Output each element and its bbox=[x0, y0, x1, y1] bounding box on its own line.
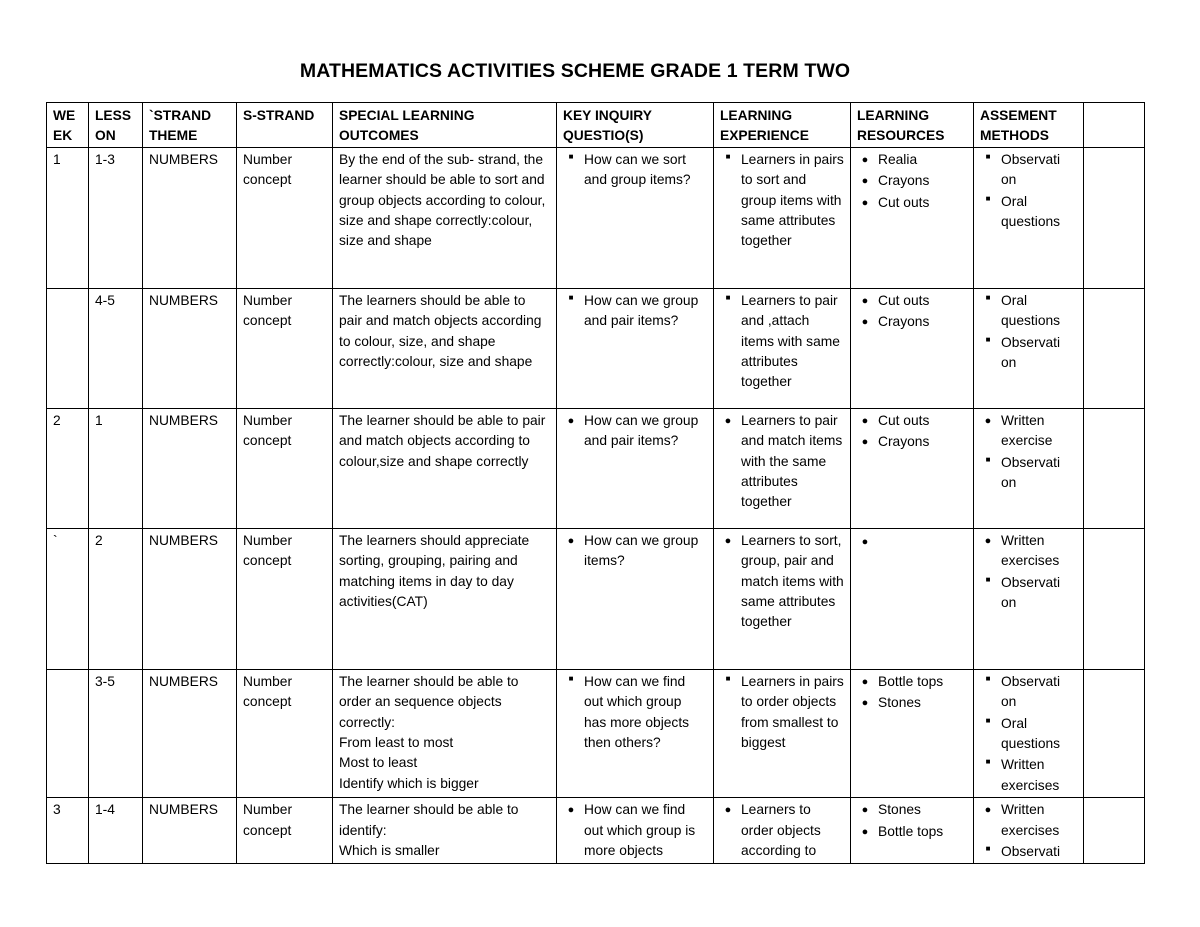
cell-week bbox=[47, 669, 89, 797]
bullet-icon: ● bbox=[567, 804, 575, 817]
cell-outcomes bbox=[333, 528, 557, 669]
bullet-icon: ● bbox=[861, 294, 869, 307]
sub-strand-value: Number concept bbox=[243, 802, 293, 838]
bullet-icon: ● bbox=[984, 534, 992, 547]
outcome-line: By the end of the sub- strand, the learner should be able to sort and group objects according to colour, size and shape correctly:colour, size and shape bbox=[339, 151, 546, 249]
resource-item: ● Crayons bbox=[857, 312, 967, 332]
header-extra bbox=[1084, 103, 1145, 148]
lesson-value: 1 bbox=[95, 412, 103, 428]
cell-extra bbox=[1084, 528, 1145, 669]
outcome-line: The learners should appreciate sorting, grouping, pairing and matching items in day to day activities(CAT) bbox=[339, 532, 530, 610]
bullet-icon: ● bbox=[567, 414, 575, 427]
assessment-item: ■ Oral questions bbox=[980, 291, 1077, 332]
bullet-icon: ● bbox=[861, 436, 869, 449]
table-row bbox=[47, 798, 1145, 864]
sub-strand-value: Number concept bbox=[243, 292, 293, 329]
resource-item: ● Stones bbox=[857, 800, 967, 820]
sub-strand-value: Number concept bbox=[243, 673, 293, 710]
cell-experience bbox=[714, 288, 851, 408]
resource-item: ● Cut outs bbox=[857, 193, 967, 213]
assessment-item: ■ Observati on bbox=[980, 672, 1077, 713]
assessment-item: ■ Oral questions bbox=[980, 714, 1077, 755]
cell-inquiry bbox=[557, 408, 714, 528]
header-week: WE EK bbox=[47, 103, 89, 148]
bullet-icon: ■ bbox=[985, 574, 991, 584]
cell-extra bbox=[1084, 147, 1145, 288]
resource-item-list bbox=[857, 150, 967, 213]
cell-lesson bbox=[89, 669, 143, 797]
inquiry-item: ■ How can we sort and group items? bbox=[563, 150, 707, 191]
outcome-line: Identify which is bigger bbox=[339, 775, 479, 791]
inquiry-item: ■ How can we group and pair items? bbox=[563, 291, 707, 332]
bullet-icon: ■ bbox=[568, 292, 574, 302]
cell-lesson bbox=[89, 147, 143, 288]
bullet-icon: ● bbox=[724, 804, 732, 817]
assessment-item: ● Written exercises bbox=[980, 531, 1077, 572]
bullet-icon: ● bbox=[861, 675, 869, 688]
cell-inquiry bbox=[557, 147, 714, 288]
cell-sub-strand bbox=[237, 669, 333, 797]
assessment-item: ■ Observati on bbox=[980, 453, 1077, 494]
bullet-icon: ● bbox=[724, 414, 732, 427]
outcome-line: The learner should be able to pair and match objects according to colour,size and shape correctly bbox=[339, 412, 546, 469]
cell-strand bbox=[143, 147, 237, 288]
inquiry-item-list bbox=[563, 291, 707, 332]
cell-outcomes bbox=[333, 288, 557, 408]
week-value: 2 bbox=[53, 412, 61, 428]
bullet-icon: ■ bbox=[725, 292, 731, 302]
cell-assessment bbox=[974, 288, 1084, 408]
resource-item-list bbox=[857, 800, 967, 842]
strand-value: NUMBERS bbox=[149, 802, 218, 818]
header-row bbox=[47, 103, 1145, 148]
assessment-item: ■ Observati on bbox=[980, 150, 1077, 191]
header-experience: LEARNING EXPERIENCE bbox=[714, 103, 851, 148]
cell-sub-strand bbox=[237, 408, 333, 528]
bullet-icon: ■ bbox=[985, 844, 991, 854]
cell-strand bbox=[143, 408, 237, 528]
cell-week bbox=[47, 798, 89, 864]
table-row bbox=[47, 288, 1145, 408]
cell-outcomes bbox=[333, 798, 557, 864]
assessment-item: ■ Oral questions bbox=[980, 192, 1077, 233]
bullet-icon: ● bbox=[861, 196, 869, 209]
cell-resources bbox=[851, 528, 974, 669]
inquiry-item: ● How can we group items? bbox=[563, 531, 707, 572]
cell-assessment bbox=[974, 147, 1084, 288]
inquiry-item-list bbox=[563, 150, 707, 191]
bullet-icon: ■ bbox=[985, 193, 991, 203]
cell-assessment bbox=[974, 669, 1084, 797]
bullet-icon: ■ bbox=[985, 151, 991, 161]
experience-item-list bbox=[720, 291, 844, 393]
header-lesson: LESS ON bbox=[89, 103, 143, 148]
resource-item: ● Realia bbox=[857, 150, 967, 170]
assessment-item: ■ Observati on bbox=[980, 573, 1077, 614]
bullet-icon: ■ bbox=[985, 454, 991, 464]
bullet-icon: ● bbox=[861, 153, 869, 166]
cell-lesson bbox=[89, 288, 143, 408]
resource-item: ● Stones bbox=[857, 693, 967, 713]
cell-assessment bbox=[974, 528, 1084, 669]
bullet-icon: ■ bbox=[985, 334, 991, 344]
experience-item-list bbox=[720, 411, 844, 513]
assessment-item: ■ Observati bbox=[980, 842, 1077, 862]
lesson-value: 2 bbox=[95, 532, 103, 548]
cell-extra bbox=[1084, 408, 1145, 528]
inquiry-item-list bbox=[563, 531, 707, 572]
resource-item: ● Cut outs bbox=[857, 411, 967, 431]
experience-item: ■ Learners in pairs to order objects from smallest to biggest bbox=[720, 672, 844, 754]
lesson-value: 1-3 bbox=[95, 151, 115, 167]
cell-assessment bbox=[974, 798, 1084, 864]
resource-item-list bbox=[857, 291, 967, 333]
bullet-icon: ● bbox=[861, 825, 869, 838]
cell-lesson bbox=[89, 528, 143, 669]
cell-inquiry bbox=[557, 528, 714, 669]
cell-resources bbox=[851, 798, 974, 864]
inquiry-item-list bbox=[563, 800, 707, 861]
bullet-icon: ■ bbox=[985, 715, 991, 725]
cell-inquiry bbox=[557, 798, 714, 864]
bullet-icon: ■ bbox=[568, 151, 574, 161]
sub-strand-value: Number concept bbox=[243, 412, 293, 449]
outcome-line: Most to least bbox=[339, 755, 418, 771]
assessment-item-list bbox=[980, 800, 1077, 862]
cell-week bbox=[47, 147, 89, 288]
assessment-item-list bbox=[980, 672, 1077, 796]
bullet-icon: ● bbox=[861, 316, 869, 329]
table-row bbox=[47, 408, 1145, 528]
assessment-item: ■ Written exercises bbox=[980, 755, 1077, 796]
outcome-line: The learner should be able to identify: bbox=[339, 802, 519, 838]
experience-item-list bbox=[720, 150, 844, 252]
page-title: MATHEMATICS ACTIVITIES SCHEME GRADE 1 TERM TWO bbox=[299, 60, 851, 82]
bullet-icon: ● bbox=[984, 414, 992, 427]
inquiry-item: ● How can we group and pair items? bbox=[563, 411, 707, 452]
experience-item: ■ Learners in pairs to sort and group items with same attributes together bbox=[720, 150, 844, 252]
resource-item-list bbox=[857, 411, 967, 453]
outcome-line: The learner should be able to order an sequence objects correctly: bbox=[339, 673, 519, 730]
sub-strand-value: Number concept bbox=[243, 532, 293, 569]
bullet-icon: ● bbox=[984, 804, 992, 817]
cell-resources bbox=[851, 288, 974, 408]
resource-item: ● Bottle tops bbox=[857, 672, 967, 692]
header-assessment: ASSEMENT METHODS bbox=[974, 103, 1084, 148]
bullet-icon: ■ bbox=[725, 151, 731, 161]
bullet-icon: ■ bbox=[985, 757, 991, 767]
outcome-line: From least to most bbox=[339, 735, 454, 751]
week-value: 1 bbox=[53, 151, 61, 167]
inquiry-item: ● How can we find out which group is more objects bbox=[563, 800, 707, 861]
assessment-item: ● Written exercise bbox=[980, 411, 1077, 452]
cell-resources bbox=[851, 669, 974, 797]
table-row bbox=[47, 528, 1145, 669]
cell-outcomes bbox=[333, 669, 557, 797]
experience-item: ● Learners to order objects according to bbox=[720, 800, 844, 861]
scheme-table bbox=[46, 102, 1145, 864]
bullet-icon: ■ bbox=[725, 673, 731, 683]
cell-extra bbox=[1084, 669, 1145, 797]
cell-experience bbox=[714, 147, 851, 288]
assessment-item-list bbox=[980, 291, 1077, 374]
strand-value: NUMBERS bbox=[149, 151, 218, 167]
cell-sub-strand bbox=[237, 528, 333, 669]
header-outcomes: SPECIAL LEARNING OUTCOMES bbox=[333, 103, 557, 148]
cell-experience bbox=[714, 669, 851, 797]
lesson-value: 1-4 bbox=[95, 802, 115, 818]
cell-sub-strand bbox=[237, 288, 333, 408]
cell-experience bbox=[714, 528, 851, 669]
lesson-value: 4-5 bbox=[95, 292, 115, 308]
sub-strand-value: Number concept bbox=[243, 151, 293, 188]
strand-value: NUMBERS bbox=[149, 532, 218, 548]
experience-item-list bbox=[720, 672, 844, 754]
experience-item: ● Learners to pair and match items with the same attributes together bbox=[720, 411, 844, 513]
experience-item: ● Learners to sort, group, pair and match items with same attributes together bbox=[720, 531, 844, 633]
assessment-item: ● Written exercises bbox=[980, 800, 1077, 841]
bullet-icon: ■ bbox=[985, 292, 991, 302]
bullet-icon: ● bbox=[861, 535, 869, 548]
header-strand: `STRAND THEME bbox=[143, 103, 237, 148]
cell-strand bbox=[143, 669, 237, 797]
cell-outcomes bbox=[333, 147, 557, 288]
cell-experience bbox=[714, 798, 851, 864]
strand-value: NUMBERS bbox=[149, 673, 218, 689]
bullet-icon: ■ bbox=[985, 673, 991, 683]
cell-outcomes bbox=[333, 408, 557, 528]
header-resources: LEARNING RESOURCES bbox=[851, 103, 974, 148]
resource-item: ● Bottle tops bbox=[857, 822, 967, 842]
cell-strand bbox=[143, 528, 237, 669]
cell-assessment bbox=[974, 408, 1084, 528]
cell-week bbox=[47, 408, 89, 528]
assessment-item-list bbox=[980, 411, 1077, 494]
inquiry-item-list bbox=[563, 672, 707, 754]
cell-extra bbox=[1084, 798, 1145, 864]
cell-resources bbox=[851, 147, 974, 288]
lesson-value: 3-5 bbox=[95, 673, 115, 689]
cell-resources bbox=[851, 408, 974, 528]
inquiry-item-list bbox=[563, 411, 707, 452]
assessment-item-list bbox=[980, 150, 1077, 233]
experience-item-list bbox=[720, 531, 844, 633]
resource-item: ● Cut outs bbox=[857, 291, 967, 311]
header-inquiry: KEY INQUIRY QUESTIO(S) bbox=[557, 103, 714, 148]
bullet-icon: ● bbox=[861, 414, 869, 427]
resource-item: ● Crayons bbox=[857, 171, 967, 191]
cell-experience bbox=[714, 408, 851, 528]
cell-inquiry bbox=[557, 669, 714, 797]
cell-strand bbox=[143, 798, 237, 864]
strand-value: NUMBERS bbox=[149, 412, 218, 428]
strand-value: NUMBERS bbox=[149, 292, 218, 308]
cell-extra bbox=[1084, 288, 1145, 408]
cell-lesson bbox=[89, 798, 143, 864]
cell-week bbox=[47, 528, 89, 669]
assessment-item: ■ Observati on bbox=[980, 333, 1077, 374]
table-row bbox=[47, 147, 1145, 288]
bullet-icon: ● bbox=[861, 175, 869, 188]
cell-inquiry bbox=[557, 288, 714, 408]
bullet-icon: ● bbox=[861, 804, 869, 817]
week-value: 3 bbox=[53, 802, 61, 818]
experience-item: ■ Learners to pair and ,attach items with same attributes together bbox=[720, 291, 844, 393]
experience-item-list bbox=[720, 800, 844, 861]
bullet-icon: ■ bbox=[568, 673, 574, 683]
week-value: ` bbox=[53, 532, 58, 548]
resource-item-list bbox=[857, 672, 967, 714]
cell-week bbox=[47, 288, 89, 408]
cell-sub-strand bbox=[237, 147, 333, 288]
table-row bbox=[47, 669, 1145, 797]
outcome-line: The learners should be able to pair and match objects according to colour, size, and shape correctly:colour, size and shape bbox=[339, 292, 542, 370]
cell-strand bbox=[143, 288, 237, 408]
resource-item: ● Crayons bbox=[857, 432, 967, 452]
assessment-item-list bbox=[980, 531, 1077, 614]
cell-sub-strand bbox=[237, 798, 333, 864]
bullet-icon: ● bbox=[567, 534, 575, 547]
inquiry-item: ■ How can we find out which group has more objects then others? bbox=[563, 672, 707, 754]
header-sub-strand: S-STRAND bbox=[237, 103, 333, 148]
cell-lesson bbox=[89, 408, 143, 528]
outcome-line: Which is smaller bbox=[339, 843, 440, 859]
bullet-icon: ● bbox=[861, 697, 869, 710]
bullet-icon: ● bbox=[724, 534, 732, 547]
